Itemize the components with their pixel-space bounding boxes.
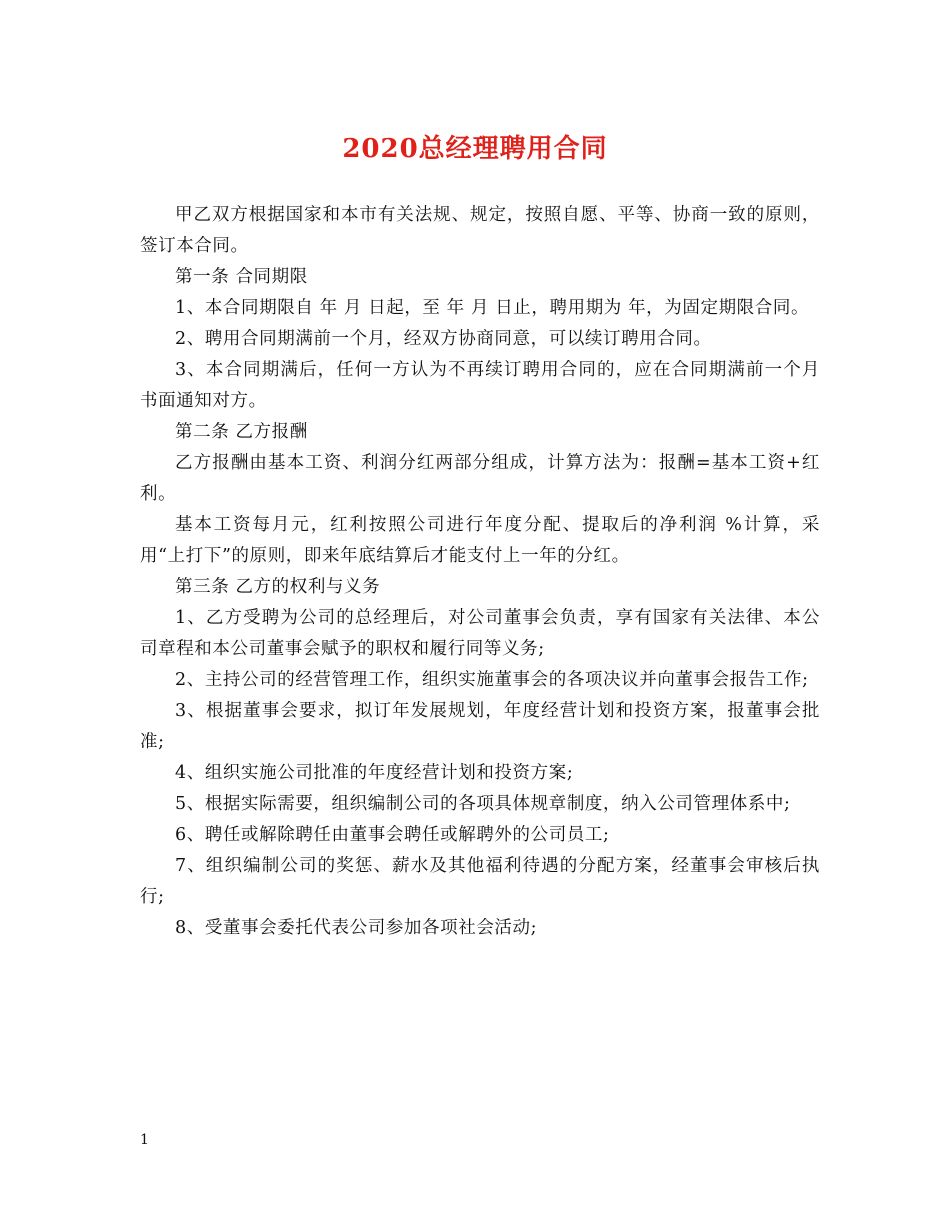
body-paragraph: 6、聘任或解除聘任由董事会聘任或解聘外的公司员工; [175,825,610,845]
body-paragraph: 7、组织编制公司的奖惩、薪水及其他福利待遇的分配方案，经董事会审核后执行; [140,856,820,907]
body-paragraph: 2、聘用合同期满前一个月，经双方协商同意，可以续订聘用合同。 [175,329,712,349]
body-paragraph: 5、根据实际需要，组织编制公司的各项具体规章制度，纳入公司管理体系中; [175,794,791,814]
page-number: 1 [140,1132,149,1148]
body-paragraph: 1、本合同期限自 年 月 日起，至 年 月 日止，聘用期为 年，为固定期限合同。 [175,298,810,318]
document-title: 2020总经理聘用合同 [342,134,608,164]
body-paragraph: 8、受董事会委托代表公司参加各项社会活动; [175,918,538,938]
body-paragraph: 3、根据董事会要求，拟订年发展规划，年度经营计划和投资方案，报董事会批准; [140,701,820,752]
body-paragraph: 1、乙方受聘为公司的总经理后，对公司董事会负责，享有国家有关法律、本公司章程和本公司董事会赋予的职权和履行同等义务; [140,608,820,659]
body-paragraph: 2、主持公司的经营管理工作，组织实施董事会的各项决议并向董事会报告工作; [175,670,809,690]
body-paragraph: 3、本合同期满后，任何一方认为不再续订聘用合同的，应在合同期满前一个月书面通知对方。 [140,360,820,411]
body-paragraph: 甲乙双方根据国家和本市有关法规、规定，按照自愿、平等、协商一致的原则，签订本合同。 [140,205,820,256]
body-paragraph: 4、组织实施公司批准的年度经营计划和投资方案; [175,763,574,783]
body-paragraph: 乙方报酬由基本工资、利润分红两部分组成，计算方法为：报酬=基本工资+红利。 [140,453,820,504]
section-heading: 第三条 乙方的权利与义务 [175,577,381,597]
document-body [140,200,820,944]
section-heading: 第二条 乙方报酬 [175,422,308,442]
section-heading: 第一条 合同期限 [175,267,308,287]
body-paragraph: 基本工资每月元，红利按照公司进行年度分配、提取后的净利润 %计算，采用“上打下”的原则，即来年底结算后才能支付上一年的分红。 [140,515,820,566]
